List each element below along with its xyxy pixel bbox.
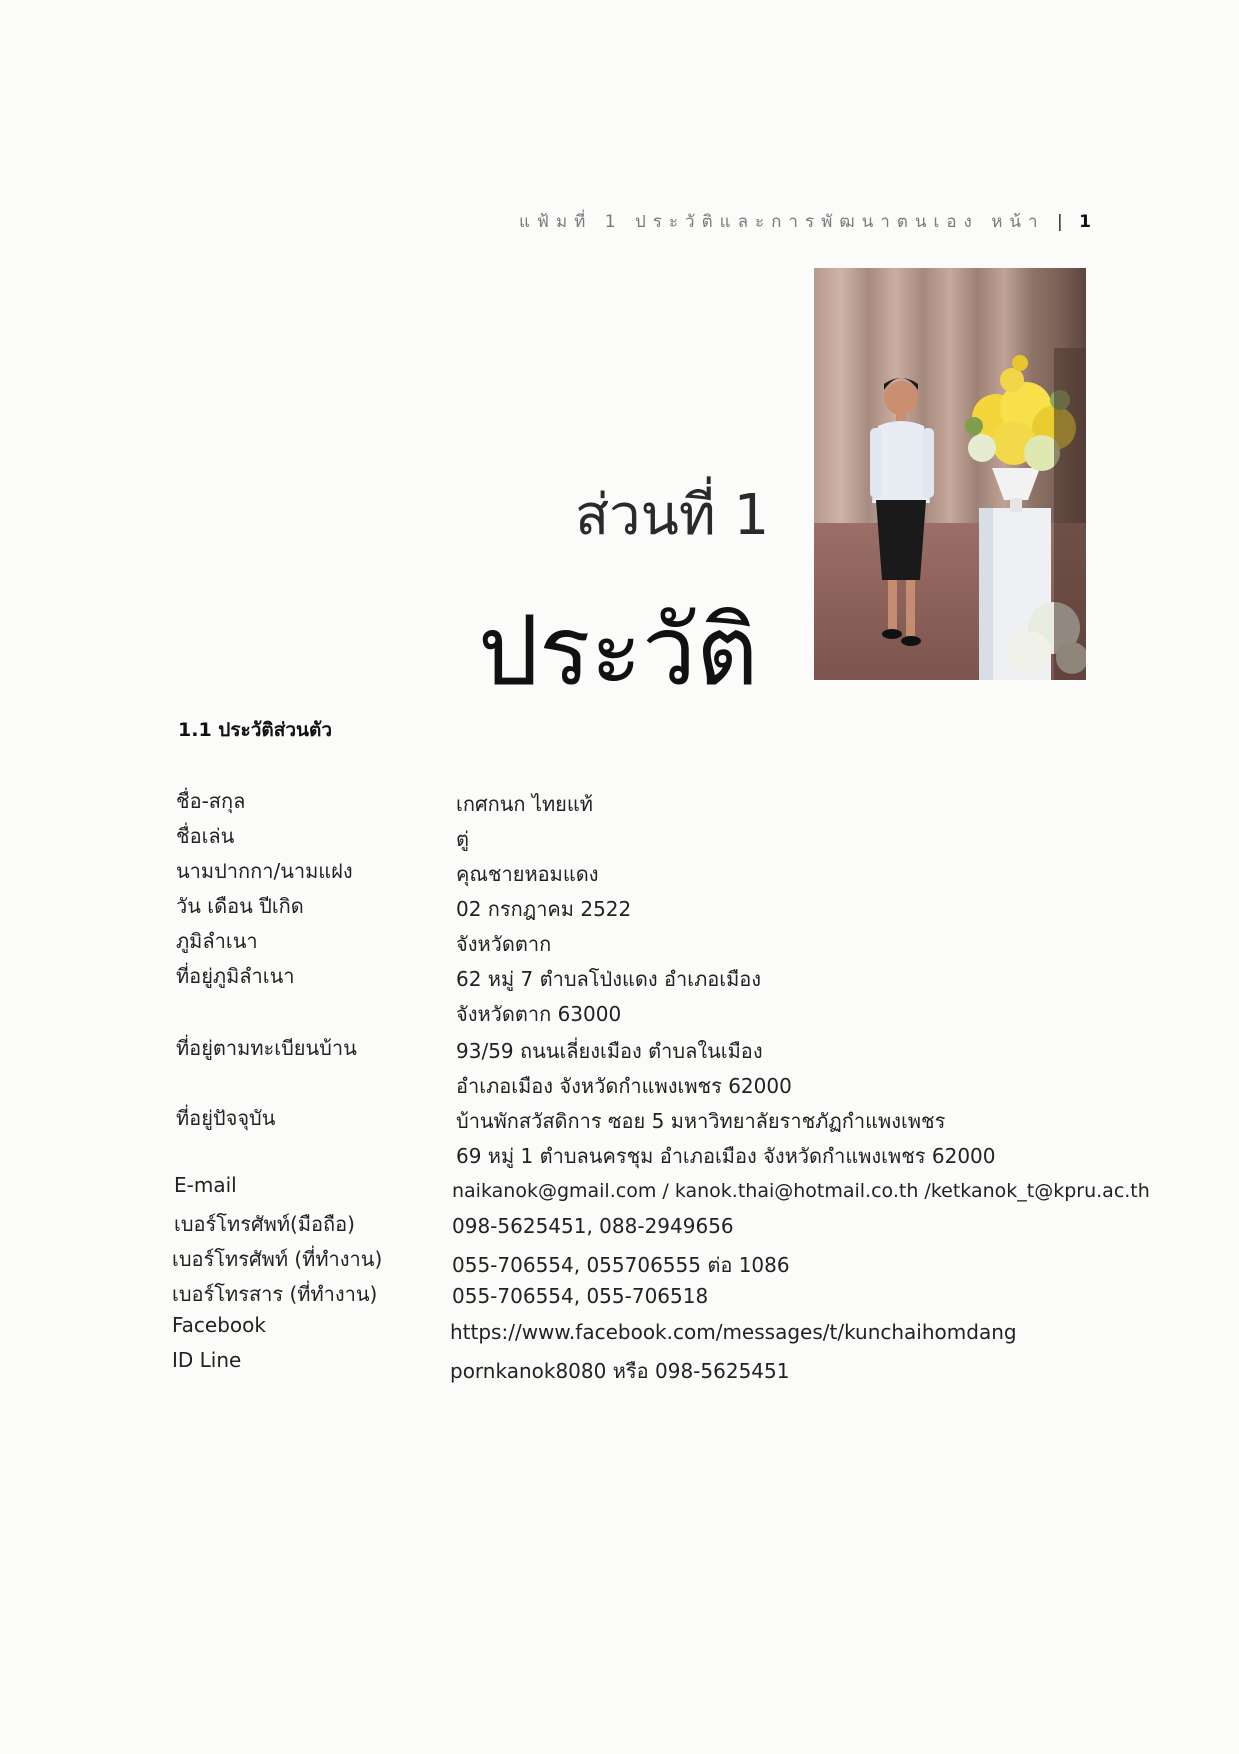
line-id-label: ID Line bbox=[172, 1348, 242, 1372]
fax-value: 055-706554, 055-706518 bbox=[452, 1284, 709, 1308]
current-address-label: ที่อยู่ปัจจุบัน bbox=[176, 1106, 276, 1130]
current-address-line2: 69 หมู่ 1 ตำบลนครชุม อำเภอเมือง จังหวัดกำแพงเพชร 62000 bbox=[456, 1144, 996, 1168]
birthdate-value: 02 กรกฎาคม 2522 bbox=[456, 897, 632, 921]
line-id-value: pornkanok8080 หรือ 098-5625451 bbox=[450, 1359, 790, 1383]
work-phone-value: 055-706554, 055706555 ต่อ 1086 bbox=[452, 1253, 790, 1277]
hometown-value: จังหวัดตาก bbox=[456, 932, 552, 956]
mobile-label: เบอร์โทรศัพท์(มือถือ) bbox=[174, 1212, 355, 1236]
page-header bbox=[519, 208, 1091, 235]
registered-address-label: ที่อยู่ตามทะเบียนบ้าน bbox=[176, 1036, 357, 1060]
current-address-line1: บ้านพักสวัสดิการ ซอย 5 มหาวิทยาลัยราชภัฏกำแพงเพชร bbox=[456, 1109, 946, 1133]
registered-address-line2: อำเภอเมือง จังหวัดกำแพงเพชร 62000 bbox=[456, 1074, 792, 1098]
hometown-label: ภูมิลำเนา bbox=[176, 929, 258, 953]
nickname-value: ตู่ bbox=[456, 827, 469, 851]
name-value: เกศกนก ไทยแท้ bbox=[456, 792, 593, 816]
email-value: naikanok@gmail.com / kanok.thai@hotmail.co.th /ketkanok_t@kpru.ac.th bbox=[452, 1180, 1150, 1202]
header-separator: | bbox=[1057, 212, 1063, 232]
mobile-value: 098-5625451, 088-2949656 bbox=[452, 1214, 734, 1238]
name-label: ชื่อ-สกุล bbox=[176, 789, 246, 813]
subsection-title: 1.1 ประวัติส่วนตัว bbox=[178, 719, 333, 741]
section-title: ประวัติ bbox=[478, 595, 759, 707]
nickname-label: ชื่อเล่น bbox=[176, 824, 235, 848]
page-number: 1 bbox=[1079, 212, 1091, 232]
section-number-label: ส่วนที่ 1 bbox=[575, 483, 770, 548]
email-label: E-mail bbox=[174, 1173, 237, 1197]
hometown-address-label: ที่อยู่ภูมิลำเนา bbox=[176, 964, 295, 988]
work-phone-label: เบอร์โทรศัพท์ (ที่ทำงาน) bbox=[172, 1247, 383, 1271]
birthdate-label: วัน เดือน ปีเกิด bbox=[176, 894, 304, 918]
facebook-label: Facebook bbox=[172, 1313, 266, 1337]
hometown-address-line1: 62 หมู่ 7 ตำบลโป่งแดง อำเภอเมือง bbox=[456, 967, 762, 991]
fax-label: เบอร์โทรสาร (ที่ทำงาน) bbox=[172, 1282, 378, 1306]
facebook-value: https://www.facebook.com/messages/t/kunchaihomdang bbox=[450, 1320, 1017, 1344]
pen-name-value: คุณชายหอมแดง bbox=[456, 862, 599, 886]
portrait-photo bbox=[814, 268, 1086, 680]
registered-address-line1: 93/59 ถนนเลี่ยงเมือง ตำบลในเมือง bbox=[456, 1039, 763, 1063]
hometown-address-line2: จังหวัดตาก 63000 bbox=[456, 1002, 622, 1026]
header-text: แฟ้มที่ 1 ประวัติและการพัฒนาตนเอง หน้า bbox=[518, 212, 1045, 232]
pen-name-label: นามปากกา/นามแฝง bbox=[176, 859, 353, 883]
